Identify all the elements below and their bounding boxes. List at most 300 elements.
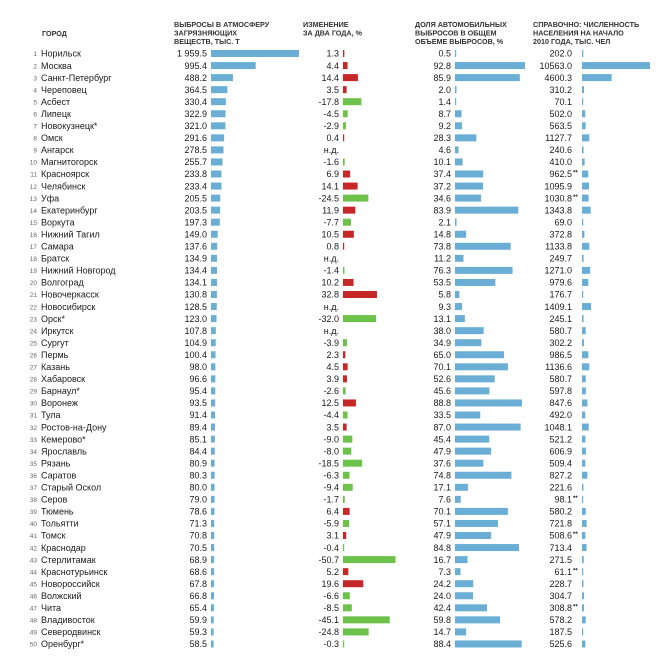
row-rank: 4: [33, 87, 37, 95]
emissions-label: 104.9: [184, 337, 207, 348]
population-label: 525.6: [549, 639, 572, 650]
emissions-bar: [211, 146, 224, 153]
population-bar: [582, 122, 586, 129]
change-label: 6.9: [326, 169, 339, 180]
row-rank: 37: [29, 485, 37, 492]
change-bar: [343, 315, 376, 322]
auto-share-bar: [455, 327, 484, 334]
table-row: [33, 73, 611, 83]
population-label: 962.5: [549, 169, 572, 180]
auto-share-bar: [455, 508, 508, 515]
table-row: [30, 362, 590, 372]
auto-share-label: 7.3: [438, 566, 451, 577]
emissions-label: 84.4: [189, 446, 207, 457]
change-bar: [343, 110, 348, 117]
header-population: СПРАВОЧНО: ЧИСЛЕННОСТЬ: [533, 20, 640, 29]
auto-share-label: 38.0: [433, 325, 451, 336]
auto-share-label: 88.8: [433, 398, 451, 409]
emissions-label: 95.4: [189, 386, 207, 397]
population-label: 1271.0: [544, 265, 572, 276]
city-name: Серов: [41, 494, 68, 505]
change-bar: [343, 520, 349, 527]
emissions-bar: [211, 520, 214, 527]
emissions-label: 134.1: [184, 277, 207, 288]
auto-share-bar: [455, 86, 457, 93]
emissions-label: 59.9: [189, 615, 207, 626]
city-name: Томск: [41, 530, 66, 541]
table-row: [30, 254, 584, 264]
auto-share-label: 2.1: [438, 217, 451, 228]
city-name: Тула: [41, 410, 61, 421]
auto-share-bar: [455, 496, 461, 503]
row-rank: 14: [29, 207, 37, 215]
change-bar: [343, 568, 348, 575]
header-auto-share: ОБЪЕМЕ ВЫБРОСОВ, %: [415, 37, 504, 46]
table-row: [30, 181, 589, 191]
population-bar: [582, 640, 585, 647]
row-rank: 32: [29, 424, 37, 432]
row-rank: 25: [29, 340, 37, 348]
row-rank: 9: [33, 147, 37, 155]
table-row: [30, 350, 589, 360]
emissions-label: 995.4: [184, 60, 207, 71]
auto-share-bar: [455, 158, 463, 165]
emissions-bar: [211, 436, 215, 443]
population-bar: [582, 399, 587, 406]
emissions-bar: [211, 171, 221, 178]
population-bar: [582, 412, 585, 419]
city-name: Магнитогорск: [41, 157, 98, 168]
table-row: [33, 85, 584, 95]
emissions-label: 79.0: [189, 494, 207, 505]
auto-share-label: 9.3: [438, 301, 451, 312]
emissions-label: 58.5: [189, 639, 207, 650]
emissions-label: 488.2: [184, 72, 207, 83]
row-rank: 31: [29, 412, 37, 420]
population-note: **: [573, 496, 578, 503]
emissions-label: 68.6: [189, 566, 207, 577]
auto-share-label: 47.9: [433, 530, 451, 541]
change-bar: [343, 98, 361, 105]
auto-share-bar: [455, 339, 481, 346]
emissions-bar: [211, 255, 217, 262]
emissions-bar: [211, 412, 215, 419]
city-name: Чита: [41, 603, 62, 613]
population-bar: [582, 219, 583, 226]
row-rank: 12: [29, 183, 37, 191]
emissions-label: 255.7: [184, 157, 207, 168]
auto-share-bar: [455, 134, 476, 141]
auto-share-label: 47.9: [433, 446, 451, 457]
row-rank: 8: [33, 135, 37, 143]
auto-share-bar: [455, 50, 456, 57]
emissions-bar: [211, 267, 217, 274]
change-label: 10.2: [321, 277, 339, 288]
row-rank: 1: [33, 51, 37, 59]
population-bar: [582, 387, 586, 394]
auto-share-label: 52.6: [433, 374, 451, 385]
row-rank: 24: [29, 328, 37, 336]
population-label: 69.0: [554, 217, 572, 228]
emissions-bar: [211, 375, 215, 382]
emissions-label: 278.5: [184, 145, 207, 156]
table-row: [30, 326, 586, 336]
change-bar: [343, 171, 350, 178]
auto-share-label: 73.8: [433, 241, 451, 252]
row-rank: 19: [29, 268, 37, 276]
change-label: 3.5: [326, 422, 339, 433]
emissions-label: 96.6: [189, 374, 207, 385]
auto-share-label: 85.9: [433, 72, 451, 83]
row-rank: 7: [33, 123, 37, 131]
table-row: [30, 338, 584, 348]
emissions-bar: [211, 532, 214, 539]
population-label: 302.2: [549, 337, 572, 348]
population-label: 176.7: [549, 289, 572, 300]
population-label: 508.6: [549, 530, 572, 541]
population-label: 597.8: [549, 386, 572, 397]
population-bar: [582, 243, 589, 250]
population-bar: [582, 183, 589, 190]
change-label: 19.6: [321, 578, 339, 589]
auto-share-bar: [455, 146, 458, 153]
change-bar: [343, 291, 377, 298]
auto-share-label: 9.2: [438, 121, 451, 131]
city-name: Новосибирск: [41, 301, 96, 312]
row-rank: 13: [29, 195, 37, 203]
auto-share-bar: [455, 616, 500, 623]
city-name: Воркута: [41, 217, 75, 228]
change-bar: [343, 544, 344, 551]
table-row: [30, 229, 585, 239]
change-bar: [343, 472, 350, 479]
change-bar: [343, 484, 353, 491]
change-label: 32.8: [321, 289, 339, 300]
population-label: 228.7: [549, 578, 572, 589]
auto-share-label: 70.1: [433, 362, 451, 372]
city-name: Северодвинск: [41, 627, 101, 638]
population-bar: [582, 146, 584, 153]
city-name: Братск: [41, 253, 70, 264]
emissions-bar: [211, 122, 225, 129]
row-rank: 33: [29, 436, 37, 444]
row-rank: 21: [29, 292, 37, 300]
auto-share-bar: [455, 436, 489, 443]
population-label: 509.4: [549, 458, 572, 469]
auto-share-bar: [455, 640, 522, 647]
population-bar: [582, 424, 589, 431]
emissions-label: 91.4: [189, 410, 207, 421]
row-rank: 38: [29, 497, 37, 505]
auto-share-bar: [455, 231, 466, 238]
auto-share-bar: [455, 255, 463, 262]
city-name: Новороссийск: [41, 578, 100, 589]
population-bar: [582, 604, 584, 611]
emissions-bar: [211, 580, 214, 587]
header-auto-share: ДОЛЯ АВТОМОБИЛЬНЫХ: [415, 20, 507, 29]
population-bar: [582, 616, 586, 623]
table-row: [30, 507, 586, 517]
emissions-bar: [211, 219, 220, 226]
change-label: -45.1: [318, 615, 339, 626]
emissions-bar: [211, 363, 215, 370]
emissions-label: 80.9: [189, 458, 207, 469]
change-bar: [343, 86, 347, 93]
change-label: -7.7: [323, 217, 339, 228]
row-rank: 22: [29, 304, 37, 312]
population-bar: [582, 628, 583, 635]
auto-share-bar: [455, 195, 481, 202]
auto-share-bar: [455, 315, 465, 322]
population-bar: [582, 98, 583, 105]
table-rows: [30, 49, 650, 649]
auto-share-label: 57.1: [433, 518, 451, 529]
change-label: н.д.: [323, 301, 339, 312]
change-label: 3.1: [326, 530, 339, 541]
change-bar: [343, 532, 346, 539]
auto-share-label: 0.5: [438, 48, 451, 59]
city-name: Красноярск: [41, 169, 90, 180]
change-bar: [343, 122, 346, 129]
change-label: 3.5: [326, 84, 339, 95]
auto-share-bar: [455, 291, 459, 298]
emissions-bar: [211, 291, 217, 298]
header-change: ЗА ДВА ГОДА, %: [303, 28, 363, 38]
header-auto-share: ВЫБРОСОВ В ОБЩЕМ: [415, 28, 497, 38]
auto-share-label: 33.5: [433, 410, 451, 421]
table-row: [30, 627, 583, 637]
emissions-label: 85.1: [189, 434, 207, 445]
auto-share-label: 37.6: [433, 458, 451, 469]
change-bar: [343, 363, 348, 370]
emissions-bar: [211, 158, 222, 165]
city-name: Оренбург*: [41, 639, 85, 650]
row-rank: 16: [29, 231, 37, 239]
change-label: -18.5: [318, 458, 339, 469]
city-name: Липецк: [41, 108, 71, 119]
emissions-label: 364.5: [184, 84, 207, 95]
change-bar: [343, 339, 347, 346]
change-label: -17.8: [318, 96, 339, 107]
auto-share-bar: [455, 363, 508, 370]
table-row: [30, 290, 583, 300]
emissions-label: 89.4: [189, 422, 207, 433]
city-name: Пермь: [41, 349, 69, 360]
auto-share-bar: [455, 375, 495, 382]
population-bar: [582, 267, 590, 274]
emissions-label: 197.3: [184, 217, 207, 228]
population-bar: [582, 231, 584, 238]
change-bar: [343, 628, 369, 635]
city-name: Самара: [41, 241, 74, 252]
auto-share-bar: [455, 399, 522, 406]
change-label: 6.4: [326, 506, 339, 517]
table-row: [30, 278, 589, 288]
change-bar: [343, 592, 350, 599]
table-row: [30, 483, 584, 493]
auto-share-bar: [455, 484, 468, 491]
city-name: Нижний Новгород: [41, 265, 116, 276]
auto-share-label: 24.2: [433, 578, 451, 589]
city-name: Казань: [41, 362, 70, 372]
change-bar: [343, 50, 344, 57]
city-name: Сургут: [41, 337, 69, 348]
auto-share-label: 53.5: [433, 277, 451, 288]
population-label: 580.7: [549, 374, 572, 385]
population-label: 4600.3: [544, 72, 572, 83]
emissions-bar: [211, 616, 214, 623]
auto-share-bar: [455, 460, 483, 467]
emissions-label: 80.3: [189, 470, 207, 481]
emissions-label: 149.0: [184, 229, 207, 240]
header-emissions: ВЫБРОСЫ В АТМОСФЕРУ: [174, 20, 270, 29]
auto-share-bar: [455, 520, 498, 527]
change-bar: [343, 351, 345, 358]
row-rank: 49: [29, 629, 37, 637]
change-label: -2.9: [323, 121, 339, 131]
emissions-bar: [211, 98, 226, 105]
row-rank: 29: [29, 388, 37, 396]
table-row: [30, 374, 586, 384]
change-label: -1.7: [323, 494, 339, 505]
auto-share-bar: [455, 62, 525, 69]
auto-share-bar: [455, 243, 511, 250]
emissions-label: 70.5: [189, 542, 207, 553]
city-name: Асбест: [41, 96, 71, 107]
table-row: [30, 579, 584, 589]
auto-share-label: 34.9: [433, 337, 451, 348]
emissions-bar: [211, 496, 215, 503]
city-name: Ангарск: [41, 145, 74, 156]
table-row: [33, 121, 585, 131]
row-rank: 39: [29, 509, 37, 517]
auto-share-bar: [455, 387, 489, 394]
emissions-label: 134.9: [184, 253, 207, 264]
auto-share-label: 24.0: [433, 590, 451, 601]
city-name: Стерлитамак: [41, 554, 96, 565]
population-bar: [582, 62, 650, 69]
emissions-label: 98.0: [189, 362, 207, 372]
emissions-bar: [211, 628, 214, 635]
emissions-bar: [211, 508, 215, 515]
auto-share-label: 45.4: [433, 434, 451, 445]
city-name: Краснотурьинск: [41, 566, 108, 577]
auto-share-label: 92.8: [433, 60, 451, 71]
table-row: [30, 410, 585, 420]
auto-share-label: 45.6: [433, 386, 451, 397]
change-bar: [343, 436, 352, 443]
population-bar: [582, 74, 612, 81]
population-label: 847.6: [549, 398, 572, 409]
population-label: 563.5: [549, 121, 572, 131]
row-rank: 28: [29, 376, 37, 384]
auto-share-label: 88.4: [433, 639, 451, 650]
table-row: [30, 398, 588, 408]
change-bar: [343, 412, 348, 419]
auto-share-bar: [455, 568, 461, 575]
table-row: [30, 386, 586, 396]
change-bar: [343, 556, 396, 563]
emissions-label: 322.9: [184, 108, 207, 119]
change-label: -0.4: [323, 542, 339, 553]
population-bar: [582, 580, 583, 587]
auto-share-label: 17.1: [433, 482, 451, 493]
change-bar: [343, 604, 352, 611]
change-label: 4.5: [326, 362, 339, 372]
row-rank: 40: [29, 521, 37, 529]
row-rank: 43: [29, 557, 37, 565]
emissions-label: 100.4: [184, 349, 207, 360]
emissions-bar: [211, 544, 214, 551]
emissions-label: 71.3: [189, 518, 207, 529]
auto-share-label: 59.8: [433, 615, 451, 626]
emissions-label: 66.8: [189, 590, 207, 601]
emissions-label: 65.4: [189, 603, 207, 613]
population-bar: [582, 339, 584, 346]
change-bar: [343, 219, 351, 226]
population-bar: [582, 315, 584, 322]
population-bar: [582, 207, 591, 214]
change-label: 1.3: [326, 48, 339, 59]
population-label: 271.5: [549, 554, 572, 565]
emissions-bar: [211, 640, 214, 647]
row-rank: 35: [29, 460, 37, 468]
population-label: 1343.8: [544, 205, 572, 216]
table-row: [30, 422, 589, 432]
auto-share-bar: [455, 424, 521, 431]
population-bar: [582, 50, 583, 57]
population-label: 410.0: [549, 157, 572, 168]
city-name: Санкт-Петербург: [41, 72, 112, 83]
change-label: -32.0: [318, 313, 339, 324]
population-bar: [582, 436, 585, 443]
table-row: [30, 531, 586, 541]
population-label: 240.6: [549, 145, 572, 156]
population-label: 1030.8: [544, 193, 572, 204]
table-row: [30, 495, 583, 505]
auto-share-label: 10.1: [433, 157, 451, 168]
population-bar: [582, 158, 585, 165]
population-label: 979.6: [549, 277, 572, 288]
change-bar: [343, 508, 350, 515]
city-name: Ярославль: [41, 446, 87, 457]
auto-share-label: 76.3: [433, 265, 451, 276]
population-bar: [582, 86, 584, 93]
table-row: [30, 615, 586, 625]
emissions-label: 321.0: [184, 121, 207, 131]
change-bar: [343, 243, 344, 250]
city-name: Хабаровск: [41, 374, 86, 385]
population-label: 1095.9: [544, 181, 572, 192]
city-name: Череповец: [41, 84, 87, 95]
row-rank: 6: [33, 111, 37, 119]
change-label: -3.9: [323, 337, 339, 348]
row-rank: 34: [29, 448, 37, 456]
auto-share-bar: [455, 472, 511, 479]
population-bar: [582, 592, 584, 599]
change-label: н.д.: [323, 145, 339, 156]
population-label: 580.7: [549, 325, 572, 336]
city-name: Екатеринбург: [41, 205, 98, 216]
population-bar: [582, 363, 589, 370]
table-row: [33, 49, 583, 59]
auto-share-bar: [455, 207, 518, 214]
emissions-bar: [211, 74, 233, 81]
change-bar: [343, 62, 348, 69]
table-row: [30, 217, 583, 227]
table-row: [33, 133, 589, 143]
row-rank: 26: [29, 352, 37, 360]
